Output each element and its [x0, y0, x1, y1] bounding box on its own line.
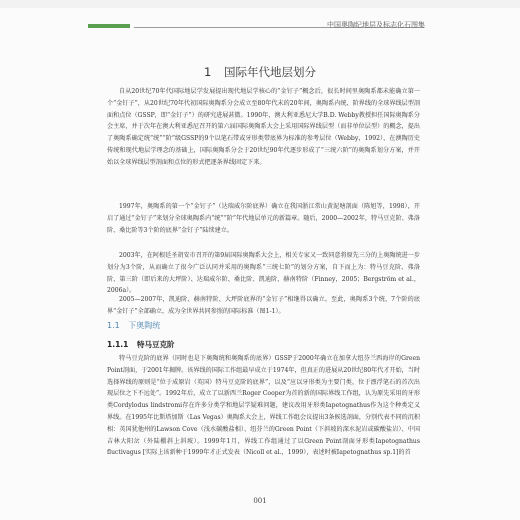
chapter-number: 1	[204, 65, 212, 79]
paragraph-5: 特马豆克阶的底界（同时也是下奥陶统和奥陶系的底界）GSSP于2000年确立在加拿大纽芬兰西海岸的Green Point剖面，于2001年揭牌。该界线的国际工作组最早成立于1974年，但真正的进展从20世纪80年代才开始，当时选择界线的原则是“位于成原岩（英国）特马豆克阶的底界”，以及“应以牙形类为主要门类，位于漂浮笔石的首次出现层位之下不远处”。1992年后，成立了以新西兰Roger Cooper为首的新的国际界线工作组，认为原先采用的牙形类Cordylodus lindstromi存在许多分类学和地层学疑难问题，建议改用牙形类Iapetognathus作为这个种类定义界线。在1995年比斯塔加斯（Las Vegas）奥陶系大会上，界线工作组会议提出3条候选剖面，分别代表不同的沉积相：英国犹他州的Lawson Cove（浅水碳酸盐相）、纽芬兰的Green Point（下斜坡的深水泥岩或碳酸盐岩）、中国吉林大阳岔（外陆棚斜上斜坡）。1999年1月，界线工作组通过了以Green Point剖面牙形类Iapetognathus fluctivagus [实际上该新种于1999年才正式发表（Nicoll et al.，1999），表述时被Iapetognathus sp.1]的首	[107, 355, 420, 457]
section-number: 1.1	[107, 321, 120, 330]
header-accent-bar	[88, 24, 130, 28]
page-number: 001	[253, 497, 267, 505]
paragraph-1: 自从20世纪70年代国际地层学发展提出现代地层学核心的“金钉子”概念后，很长时间里奥陶系都未能确立第一个“金钉子”，从20世纪70年代初国际奥陶系分会成立至80年代末的20年间，奥陶系内统、阶界线的全球界线层型剖面和点位（GSSP，即“金钉子”）的研究进展甚微。1990年，澳大利亚悉尼大学B.D. Webby教授担任国际奥陶系分会主席，并于次年在澳大利亚悉尼召开的第六届国际奥陶系大会上采用国际界线层型（而非单位层型）的概念，提出了奥陶系确定统“统”“阶”级GSSP的9个以笔石带或牙形类带底界为标准的参考层位（Webby，1992），在澳陶历史传统和现代地层学理念的基础上，国际奥陶系分会于20世纪90年代逐步形成了“三统六阶”的奥陶系划分方案，并开始以全球界线层型剖面和点位的形式把逐条界线固定下来。	[107, 88, 420, 166]
top-band	[0, 0, 520, 8]
chapter-heading	[0, 64, 520, 80]
subsection-title: 特马豆克阶	[136, 340, 175, 349]
section-title: 下奥陶统	[128, 321, 161, 330]
paragraph-3: 2003年，在阿根廷圣胡安市召开的第9届国际奥陶系大会上，相关专家又一致同意将原先三分的上奥陶统进一步划分为3个阶，从而确立了很今广泛认同并采用的奥陶系“三统七阶”的划分方案，自下而上为：特马豆克阶、弗洛阶、第三阶（即后来的大坪阶）、达瑞威尔阶、桑比阶、凯迪阶、赫南特阶（Finney，2005；Bergström et al.，2006a）。	[107, 252, 420, 295]
chapter-title: 国际年代地层划分	[223, 65, 316, 79]
section-heading-1-1	[107, 320, 160, 331]
subsection-number: 1.1.1	[107, 340, 129, 349]
running-header: 中国奥陶纪地层及标志化石图集	[327, 21, 425, 29]
paragraph-2: 1997年，奥陶系的第一个“金钉子”（达瑞威尔阶底界）确立在我国浙江常山黄泥塘剖面（陈旭等，1998），开启了通过“金钉子”来划分全球奥陶系内“统”“阶”年代地层单元的新篇章。随后，2000—2002年，特马豆克阶、弗洛阶、桑比阶等3个阶的底界“金钉子”陆续建立。	[107, 203, 420, 234]
subsection-heading-1-1-1	[107, 339, 174, 350]
paragraph-4: 2005—2007年，凯迪阶、赫南特阶、大坪阶底界的“金钉子”相继得以确立。至此，奥陶系3个统、7个阶的底界“金钉子”全部确立，成为全世界共同参照的国际标准（图1-1）。	[107, 296, 420, 315]
